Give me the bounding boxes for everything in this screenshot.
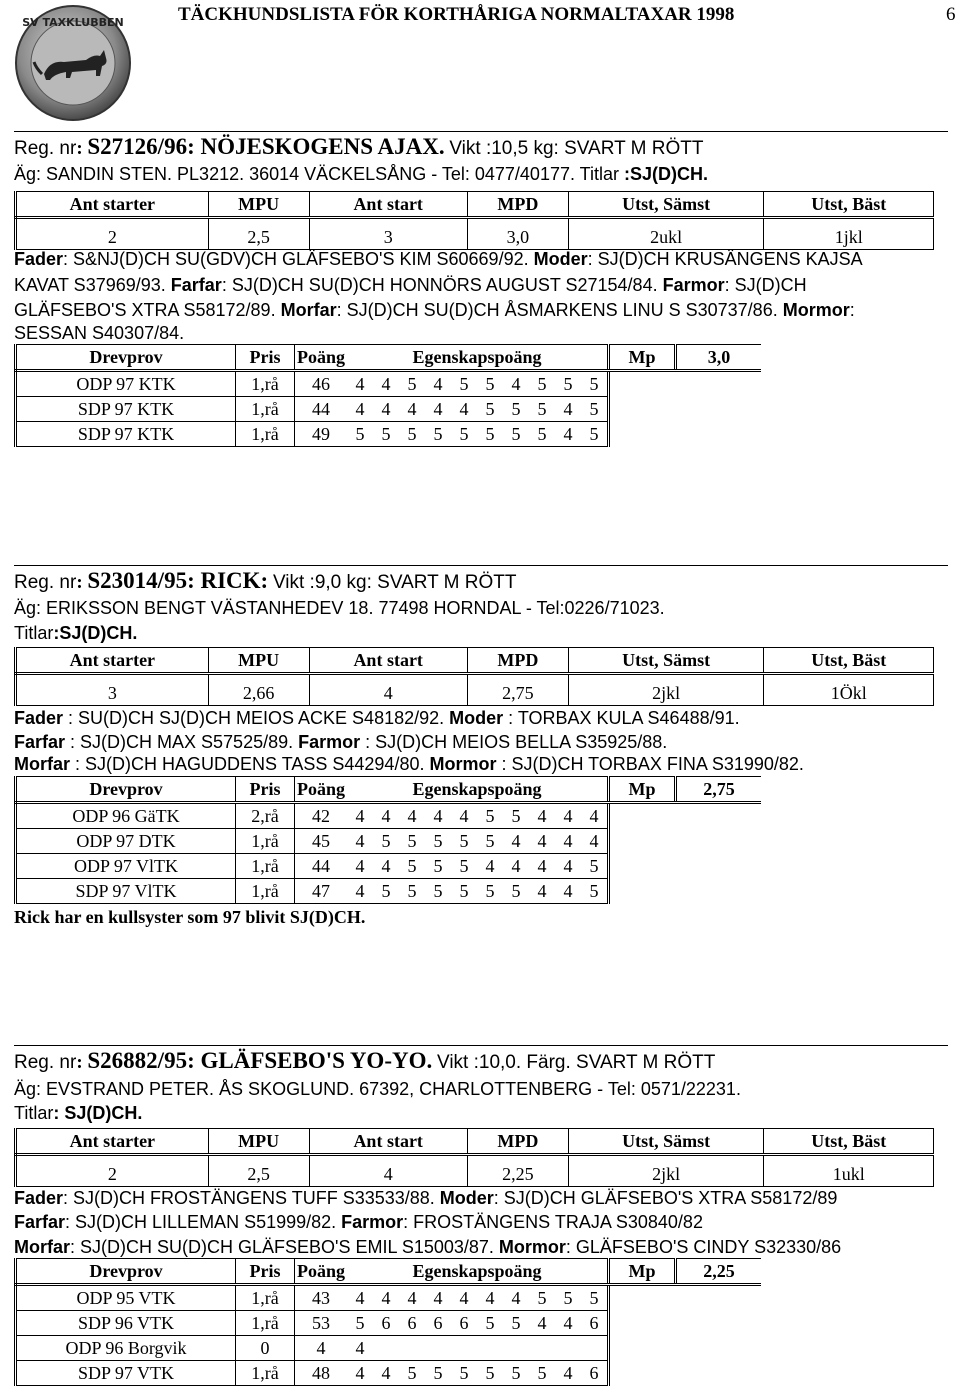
trial-pris: 1,rå — [236, 879, 295, 904]
trial-row — [16, 422, 762, 447]
trial-score: 4 — [555, 829, 581, 854]
pedigree-line: Fader: SJ(D)CH FROSTÄNGENS TUFF S33533/88. Moder: SJ(D)CH GLÄFSEBO'S XTRA S58172/89 — [14, 1188, 838, 1208]
value-cell: 2ukl — [568, 225, 764, 250]
trial-score: 5 — [399, 1361, 425, 1386]
trial-score: 5 — [555, 1285, 581, 1311]
trial-score: 6 — [373, 1311, 399, 1336]
trial-score: 4 — [477, 1285, 503, 1311]
trial-score: 6 — [581, 1361, 609, 1386]
trial-name: SDP 97 VTK — [16, 1361, 236, 1386]
pedigree-line: SESSAN S40307/84. — [14, 323, 185, 343]
header-cell: Ant starter — [16, 192, 209, 218]
owner-line: Äg: ERIKSSON BENGT VÄSTANHEDEV 18. 77498 HORNDAL - Tel:0226/71023. — [14, 598, 665, 618]
trial-score — [451, 1336, 477, 1361]
trial-score: 5 — [503, 803, 529, 829]
empty-cell — [609, 879, 762, 904]
empty-cell — [609, 422, 762, 447]
titles: :SJ(D)CH. — [624, 164, 709, 184]
trial-name: SDP 97 KTK — [16, 422, 236, 447]
header-poang: Poäng — [295, 345, 348, 371]
trial-score: 5 — [399, 879, 425, 904]
trial-score: 4 — [529, 854, 555, 879]
trial-row — [16, 1361, 762, 1386]
trial-score: 4 — [347, 803, 373, 829]
trial-header-row — [16, 345, 762, 371]
header-egenskapspoang: Egenskapspoäng — [347, 777, 609, 803]
trial-score: 4 — [555, 803, 581, 829]
pedigree-line: Fader: S&NJ(D)CH SU(GDV)CH GLÄFSEBO'S KIM S60669/92. Moder: SJ(D)CH KRUSÄNGENS KAJSA — [14, 249, 863, 269]
trial-name: SDP 97 KTK — [16, 397, 236, 422]
trial-score: 5 — [581, 371, 609, 397]
trial-score — [503, 1336, 529, 1361]
dog-id: S23014/95: RICK: — [87, 568, 269, 593]
pedigree-line: Farfar : SJ(D)CH MAX S57525/89. Farmor : SJ(D)CH MEIOS BELLA S35925/88. — [14, 732, 668, 752]
trial-poang: 44 — [295, 854, 348, 879]
empty-cell — [609, 1311, 762, 1336]
trial-score: 5 — [373, 829, 399, 854]
trial-score — [425, 1336, 451, 1361]
trial-score: 5 — [529, 422, 555, 447]
owner-line: Äg: EVSTRAND PETER. ÅS SKOGLUND. 67392, CHARLOTTENBERG - Tel: 0571/22231. — [14, 1079, 741, 1099]
header-mp: Mp — [609, 777, 676, 803]
trial-score: 4 — [555, 1361, 581, 1386]
trial-pris: 1,rå — [236, 854, 295, 879]
trial-score: 4 — [347, 1361, 373, 1386]
trial-score: 4 — [347, 879, 373, 904]
pedigree-line: KAVAT S37969/93. Farfar: SJ(D)CH SU(D)CH HONNÖRS AUGUST S27154/84. Farmor: SJ(D)CH — [14, 275, 807, 295]
trial-table — [14, 776, 761, 904]
pedigree-line: GLÄFSEBO'S XTRA S58172/89. Morfar: SJ(D)CH SU(D)CH ÅSMARKENS LINU S S30737/86. Mormor: — [14, 300, 855, 320]
trial-score: 5 — [477, 371, 503, 397]
trial-score: 5 — [529, 1361, 555, 1386]
trial-name: ODP 97 KTK — [16, 371, 236, 397]
start-table — [14, 191, 934, 250]
trial-row — [16, 397, 762, 422]
trial-poang: 48 — [295, 1361, 348, 1386]
trial-score: 4 — [503, 829, 529, 854]
trial-score: 5 — [581, 422, 609, 447]
trial-score: 5 — [373, 879, 399, 904]
trial-score: 5 — [451, 879, 477, 904]
trial-name: ODP 95 VTK — [16, 1285, 236, 1311]
trial-poang: 49 — [295, 422, 348, 447]
trial-score: 5 — [503, 397, 529, 422]
trial-row — [16, 803, 762, 829]
trial-pris: 1,rå — [236, 829, 295, 854]
svg-text:SV TAXKLUBBEN: SV TAXKLUBBEN — [22, 16, 124, 29]
trial-score: 4 — [529, 1311, 555, 1336]
trial-score: 4 — [399, 397, 425, 422]
trial-score: 5 — [451, 1361, 477, 1386]
empty-cell — [609, 829, 762, 854]
trial-score: 4 — [347, 1336, 373, 1361]
trial-row — [16, 1336, 762, 1361]
pedigree-line: Morfar: SJ(D)CH SU(D)CH GLÄFSEBO'S EMIL S15003/87. Mormor: GLÄFSEBO'S CINDY S32330/86 — [14, 1237, 842, 1257]
trial-score: 6 — [581, 1311, 609, 1336]
trial-score: 4 — [451, 397, 477, 422]
dog-id: S27126/96: NÖJESKOGENS AJAX. — [87, 134, 445, 159]
trial-score: 4 — [373, 1285, 399, 1311]
header-cell: Ant start — [309, 192, 467, 218]
trial-score: 4 — [425, 371, 451, 397]
registration-line: Reg. nr: S26882/95: GLÄFSEBO'S YO-YO. Vikt :10,0. Färg. SVART M RÖTT — [14, 1048, 716, 1073]
trial-score: 5 — [581, 879, 609, 904]
empty-cell — [609, 803, 762, 829]
trial-score: 4 — [399, 1285, 425, 1311]
trial-score: 5 — [477, 422, 503, 447]
pedigree-line: Morfar : SJ(D)CH HAGUDDENS TASS S44294/80. Mormor : SJ(D)CH TORBAX FINA S31990/82. — [14, 754, 804, 774]
header-poang: Poäng — [295, 1259, 348, 1285]
empty-cell — [609, 1361, 762, 1386]
value-cell: 1jkl — [764, 225, 934, 250]
trial-poang: 53 — [295, 1311, 348, 1336]
trial-score: 6 — [425, 1311, 451, 1336]
header-pris: Pris — [236, 345, 295, 371]
separator-line — [14, 1045, 948, 1046]
registration-line: Reg. nr: S27126/96: NÖJESKOGENS AJAX. Vikt :10,5 kg: SVART M RÖTT — [14, 134, 704, 159]
trial-score: 4 — [347, 397, 373, 422]
empty-cell — [609, 1336, 762, 1361]
trial-score: 5 — [451, 371, 477, 397]
trial-score: 5 — [425, 1361, 451, 1386]
trial-score: 5 — [581, 854, 609, 879]
trial-score: 5 — [477, 879, 503, 904]
trial-score: 5 — [477, 803, 503, 829]
header-poang: Poäng — [295, 777, 348, 803]
trial-score: 5 — [581, 397, 609, 422]
trial-score: 4 — [581, 803, 609, 829]
trial-score: 4 — [581, 829, 609, 854]
trial-score: 4 — [425, 803, 451, 829]
empty-cell — [609, 854, 762, 879]
trial-score: 5 — [529, 1285, 555, 1311]
trial-score: 4 — [347, 1285, 373, 1311]
trial-score: 4 — [373, 803, 399, 829]
trial-score: 4 — [529, 803, 555, 829]
trial-score: 4 — [347, 829, 373, 854]
trial-score: 5 — [347, 422, 373, 447]
trial-score — [373, 1336, 399, 1361]
trial-poang: 45 — [295, 829, 348, 854]
owner-text: Äg: SANDIN STEN. PL3212. 36014 VÄCKELSÅNG - Tel: 0477/40177. Titlar — [14, 164, 619, 184]
trial-row — [16, 371, 762, 397]
start-table: Ant starter MPU Ant start MPD Utst, Sämst Utst, Bäst 3 2,66 4 2,75 2jkl 1Ökl — [14, 647, 934, 706]
titles-line: Titlar:SJ(D)CH. — [14, 623, 138, 643]
trial-score: 5 — [503, 422, 529, 447]
trial-name: ODP 97 VlTK — [16, 854, 236, 879]
trial-score: 4 — [477, 854, 503, 879]
value-cell: 2 — [16, 225, 209, 250]
trial-score: 4 — [399, 803, 425, 829]
trial-table — [14, 344, 761, 447]
trial-score: 4 — [503, 371, 529, 397]
trial-name: SDP 97 VlTK — [16, 879, 236, 904]
trial-score: 5 — [451, 422, 477, 447]
header-drevprov: Drevprov — [16, 345, 236, 371]
trial-pris: 1,rå — [236, 1361, 295, 1386]
trial-score — [529, 1336, 555, 1361]
dog-id: S26882/95: GLÄFSEBO'S YO-YO. — [87, 1048, 433, 1073]
titles-line: Titlar: SJ(D)CH. — [14, 1103, 143, 1123]
value-cell: 3,0 — [467, 225, 568, 250]
trial-name: ODP 96 GäTK — [16, 803, 236, 829]
trial-poang: 46 — [295, 371, 348, 397]
start-table: Ant starter MPU Ant start MPD Utst, Sämst Utst, Bäst 2 2,5 4 2,25 2jkl 1ukl — [14, 1128, 934, 1187]
header-pris: Pris — [236, 777, 295, 803]
trial-score: 4 — [451, 803, 477, 829]
trial-score: 5 — [425, 422, 451, 447]
pedigree-line: Fader : SU(D)CH SJ(D)CH MEIOS ACKE S48182/92. Moder : TORBAX KULA S46488/91. — [14, 708, 740, 728]
empty-cell — [609, 397, 762, 422]
trial-name: ODP 97 DTK — [16, 829, 236, 854]
trial-score: 5 — [425, 829, 451, 854]
empty-cell — [609, 1285, 762, 1311]
trial-score: 5 — [399, 829, 425, 854]
value-cell: 3 — [309, 225, 467, 250]
trial-score: 4 — [503, 1285, 529, 1311]
header-cell: MPD — [467, 192, 568, 218]
trial-pris: 1,rå — [236, 371, 295, 397]
trial-score: 5 — [555, 371, 581, 397]
reg-label: Reg. nr — [14, 138, 77, 159]
trial-name: ODP 96 Borgvik — [16, 1336, 236, 1361]
dog-details: Vikt :10,5 kg: SVART M RÖTT — [449, 138, 704, 159]
mp-value: 2,75 — [676, 777, 762, 803]
trial-score: 4 — [373, 371, 399, 397]
owner-line — [14, 163, 708, 185]
header-cell: Utst, Bäst — [764, 192, 934, 218]
trial-score: 5 — [477, 397, 503, 422]
header-pris: Pris — [236, 1259, 295, 1285]
trial-header-row — [16, 777, 762, 803]
trial-pris: 0 — [236, 1336, 295, 1361]
trial-score: 4 — [347, 854, 373, 879]
trial-score: 5 — [477, 829, 503, 854]
header-cell: MPU — [208, 192, 309, 218]
trial-pris: 1,rå — [236, 422, 295, 447]
header-egenskapspoang: Egenskapspoäng — [347, 1259, 609, 1285]
trial-poang: 43 — [295, 1285, 348, 1311]
trial-score: 4 — [425, 1285, 451, 1311]
header-mp: Mp — [609, 1259, 676, 1285]
trial-score: 5 — [529, 397, 555, 422]
dog-details: Vikt :9,0 kg: SVART M RÖTT — [272, 572, 517, 593]
note-text: Rick har en kullsyster som 97 blivit SJ(D)CH. — [14, 907, 366, 927]
trial-score: 4 — [555, 1311, 581, 1336]
trial-poang: 47 — [295, 879, 348, 904]
trial-score: 4 — [529, 829, 555, 854]
trial-score: 5 — [425, 854, 451, 879]
trial-score: 5 — [503, 1361, 529, 1386]
trial-score: 4 — [425, 397, 451, 422]
trial-score: 4 — [555, 854, 581, 879]
trial-score: 5 — [581, 1285, 609, 1311]
dog-details: Vikt :10,0. Färg. SVART M RÖTT — [436, 1052, 716, 1073]
header-drevprov: Drevprov — [16, 1259, 236, 1285]
trial-score: 4 — [373, 1361, 399, 1386]
trial-header-row — [16, 1259, 762, 1285]
trial-row — [16, 1311, 762, 1336]
trial-pris: 1,rå — [236, 1285, 295, 1311]
trial-row — [16, 854, 762, 879]
trial-score: 5 — [451, 854, 477, 879]
trial-score: 5 — [399, 854, 425, 879]
mp-value: 2,25 — [676, 1259, 762, 1285]
trial-pris: 1,rå — [236, 397, 295, 422]
trial-score: 4 — [555, 397, 581, 422]
trial-poang: 44 — [295, 397, 348, 422]
trial-table — [14, 1258, 761, 1386]
separator-line — [14, 565, 948, 566]
trial-score: 5 — [529, 371, 555, 397]
trial-score: 5 — [451, 829, 477, 854]
document-title: TÄCKHUNDSLISTA FÖR KORTHÅRIGA NORMALTAXAR 1998 — [178, 4, 735, 25]
trial-score — [399, 1336, 425, 1361]
trial-score: 4 — [529, 879, 555, 904]
trial-poang: 42 — [295, 803, 348, 829]
trial-score: 4 — [555, 422, 581, 447]
trial-row — [16, 1285, 762, 1311]
separator-line — [14, 131, 948, 132]
trial-row — [16, 879, 762, 904]
page-number: 6 — [946, 4, 956, 25]
trial-score: 4 — [555, 879, 581, 904]
trial-score: 5 — [399, 371, 425, 397]
trial-pris: 2,rå — [236, 803, 295, 829]
trial-score: 4 — [451, 1285, 477, 1311]
trial-score: 5 — [373, 422, 399, 447]
registration-line: Reg. nr: S23014/95: RICK: Vikt :9,0 kg: SVART M RÖTT — [14, 568, 517, 593]
trial-score: 4 — [503, 854, 529, 879]
trial-poang: 4 — [295, 1336, 348, 1361]
trial-score: 5 — [503, 1311, 529, 1336]
trial-pris: 1,rå — [236, 1311, 295, 1336]
header-cell: Utst, Sämst — [568, 192, 764, 218]
trial-score: 6 — [399, 1311, 425, 1336]
value-cell: 2,5 — [208, 225, 309, 250]
pedigree-line: Farfar: SJ(D)CH LILLEMAN S51999/82. Farmor: FROSTÄNGENS TRAJA S30840/82 — [14, 1212, 703, 1232]
trial-score: 4 — [347, 371, 373, 397]
trial-score: 5 — [503, 879, 529, 904]
trial-row — [16, 829, 762, 854]
trial-score — [581, 1336, 609, 1361]
header-mp: Mp — [609, 345, 676, 371]
trial-score: 5 — [425, 879, 451, 904]
trial-score: 5 — [477, 1311, 503, 1336]
trial-score: 4 — [373, 854, 399, 879]
trial-score: 5 — [399, 422, 425, 447]
trial-name: SDP 96 VTK — [16, 1311, 236, 1336]
header-egenskapspoang: Egenskapspoäng — [347, 345, 609, 371]
header-drevprov: Drevprov — [16, 777, 236, 803]
club-logo — [14, 4, 132, 122]
trial-score: 5 — [347, 1311, 373, 1336]
trial-score — [555, 1336, 581, 1361]
trial-score: 4 — [373, 397, 399, 422]
empty-cell — [609, 371, 762, 397]
trial-score: 5 — [477, 1361, 503, 1386]
trial-score — [477, 1336, 503, 1361]
trial-score: 6 — [451, 1311, 477, 1336]
mp-value: 3,0 — [676, 345, 762, 371]
